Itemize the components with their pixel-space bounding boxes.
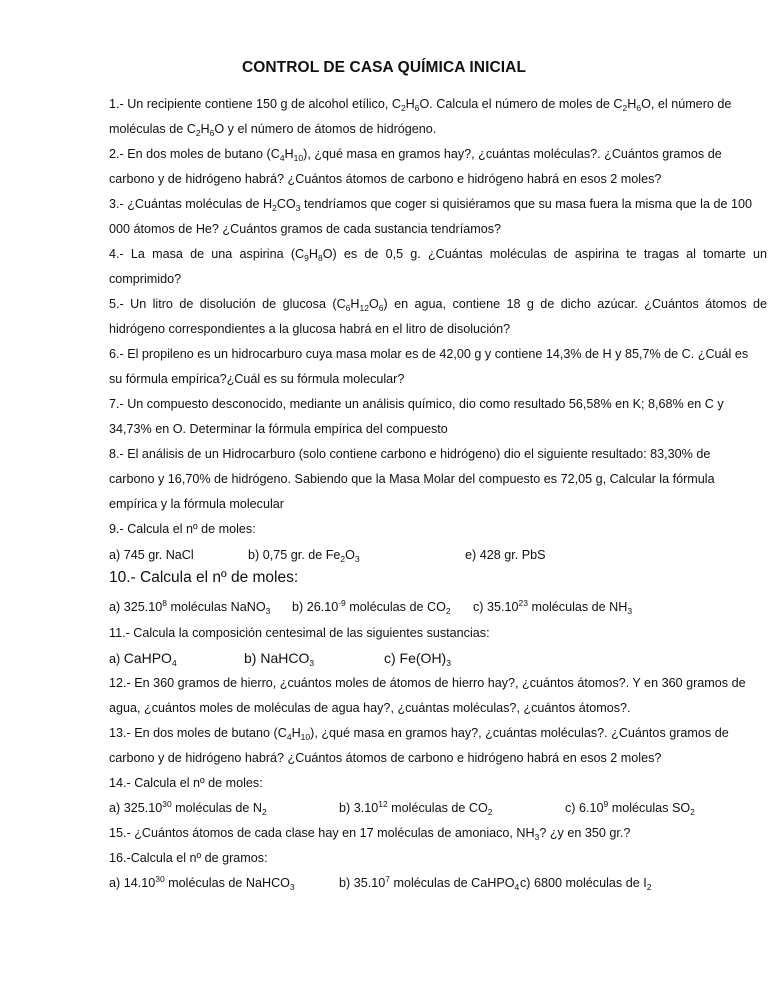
option-a: a) CaHPO$_4$ bbox=[109, 650, 177, 668]
question-12-line-1: 12.- En 360 gramos de hierro, ¿cuántos moles de átomos de hierro hay?, ¿cuántos átomos?. Y en 360 gramos de bbox=[109, 676, 746, 690]
option-a: a) 14.10$^{30}$ moléculas de NaHCO$_3$ bbox=[109, 874, 295, 892]
option-a: a) 325.10$^8$ moléculas NaNO$_3$ bbox=[109, 598, 271, 616]
question-8-line-3: empírica y la fórmula molecular bbox=[109, 497, 284, 511]
question-4-line-2: comprimido? bbox=[109, 272, 182, 286]
question-4-line-1: 4.- La masa de una aspirina $(C_9H_8O)$ es de 0,5 g. ¿Cuántas moléculas de aspirina te tragas al tomarte un bbox=[109, 247, 767, 263]
question-13-line-1: 13.- En dos moles de butano $(C_4H_{10})$, ¿qué masa en gramos hay?, ¿cuántas moléculas?. ¿Cuántos gramos de bbox=[109, 726, 729, 742]
question-6-line-2: su fórmula empírica?¿Cuál es su fórmula molecular? bbox=[109, 372, 405, 386]
question-7-line-1: 7.- Un compuesto desconocido, mediante un análisis químico, dio como resultado 56,58% en K; 8,68% en C y bbox=[109, 397, 724, 411]
question-2-line-2: carbono y de hidrógeno habrá? ¿Cuántos átomos de carbono e hidrógeno habrá en esos 2 moles? bbox=[109, 172, 662, 186]
question-9-heading: 9.- Calcula el nº de moles: bbox=[109, 522, 256, 536]
option-b: b) NaHCO$_3$ bbox=[244, 650, 315, 668]
question-16-heading: 16.-Calcula el nº de gramos: bbox=[109, 851, 268, 865]
question-14-heading: 14.- Calcula el nº de moles: bbox=[109, 776, 263, 790]
question-7-line-2: 34,73% en O. Determinar la fórmula empírica del compuesto bbox=[109, 422, 448, 436]
option-c: c) 6800 moléculas de $I_2$ bbox=[520, 876, 652, 892]
question-1-line-1: 1.- Un recipiente contiene 150 g de alcohol etílico, $C_2H_6O$. Calcula el número de moles de $C_2H_6O$, el número de bbox=[109, 97, 732, 113]
question-8-line-2: carbono y 16,70% de hidrógeno. Sabiendo que la Masa Molar del compuesto es 72,05 g, Calcular la fórmula bbox=[109, 472, 715, 486]
question-10-heading: 10.- Calcula el nº de moles: bbox=[109, 569, 299, 586]
question-1-line-2: moléculas de $C_2H_6O$ y el número de átomos de hidrógeno. bbox=[109, 122, 437, 138]
option-c: c) 6.10$^9$ moléculas $SO_2$ bbox=[565, 799, 695, 817]
question-3-line-1: 3.- ¿Cuántas moléculas de $H_2CO_3$ tendríamos que coger si quisiéramos que su masa fuera la misma que la de 100 bbox=[109, 197, 752, 213]
question-15-line-1: 15.- ¿Cuántos átomos de cada clase hay en 17 moléculas de amoniaco, $NH_3$? ¿y en 350 gr.? bbox=[109, 826, 631, 842]
question-6-line-1: 6.- El propileno es un hidrocarburo cuya masa molar es de 42,00 g y contiene 14,3% de H y 85,7% de C. ¿Cuál es bbox=[109, 347, 749, 361]
option-c: c) $Fe(OH)_3$ bbox=[384, 650, 451, 668]
option-c: c) 35.10$^{23}$ moléculas de $NH_3$ bbox=[473, 598, 633, 616]
question-3-line-2: 000 átomos de He? ¿Cuántos gramos de cada sustancia tendríamos? bbox=[109, 222, 502, 236]
question-12-line-2: agua, ¿cuántos moles de moléculas de agua hay?, ¿cuántas moléculas?, ¿cuántos átomos?. bbox=[109, 701, 631, 715]
option-a: a) 325.10$^{30}$ moléculas de $N_2$ bbox=[109, 799, 267, 817]
question-8-line-1: 8.- El análisis de un Hidrocarburo (solo contiene carbono e hidrógeno) dio el siguiente resultado: 83,30% de bbox=[109, 447, 711, 461]
option-b: b) 3.10$^{12}$ moléculas de $CO_2$ bbox=[339, 799, 493, 817]
option-b: b) 0,75 gr. de $Fe_2O_3$ bbox=[248, 548, 360, 564]
option-e: e) 428 gr. PbS bbox=[465, 548, 546, 562]
question-5-line-1: 5.- Un litro de disolución de glucosa $(C_6H_{12}O_6)$ en agua, contiene 18 g de dicho azúcar. ¿Cuántos átomos de bbox=[109, 297, 767, 313]
option-b: b) 35.10$^7$ moléculas de CaHPO$_4$ bbox=[339, 874, 520, 892]
question-11-heading: 11.- Calcula la composición centesimal de las siguientes sustancias: bbox=[109, 626, 490, 640]
question-2-line-1: 2.- En dos moles de butano $(C_4H_{10})$, ¿qué masa en gramos hay?, ¿cuántas moléculas?. ¿Cuántos gramos de bbox=[109, 147, 722, 163]
page-title: CONTROL DE CASA QUÍMICA INICIAL bbox=[241, 59, 527, 76]
question-13-line-2: carbono y de hidrógeno habrá? ¿Cuántos átomos de carbono e hidrógeno habrá en esos 2 moles? bbox=[109, 751, 662, 765]
option-a: a) 745 gr. NaCl bbox=[109, 548, 194, 562]
question-5-line-2: hidrógeno correspondientes a la glucosa habrá en el litro de disolución? bbox=[109, 322, 511, 336]
option-b: b) $26.10^{-9}$ moléculas de $CO_2$ bbox=[292, 598, 451, 616]
